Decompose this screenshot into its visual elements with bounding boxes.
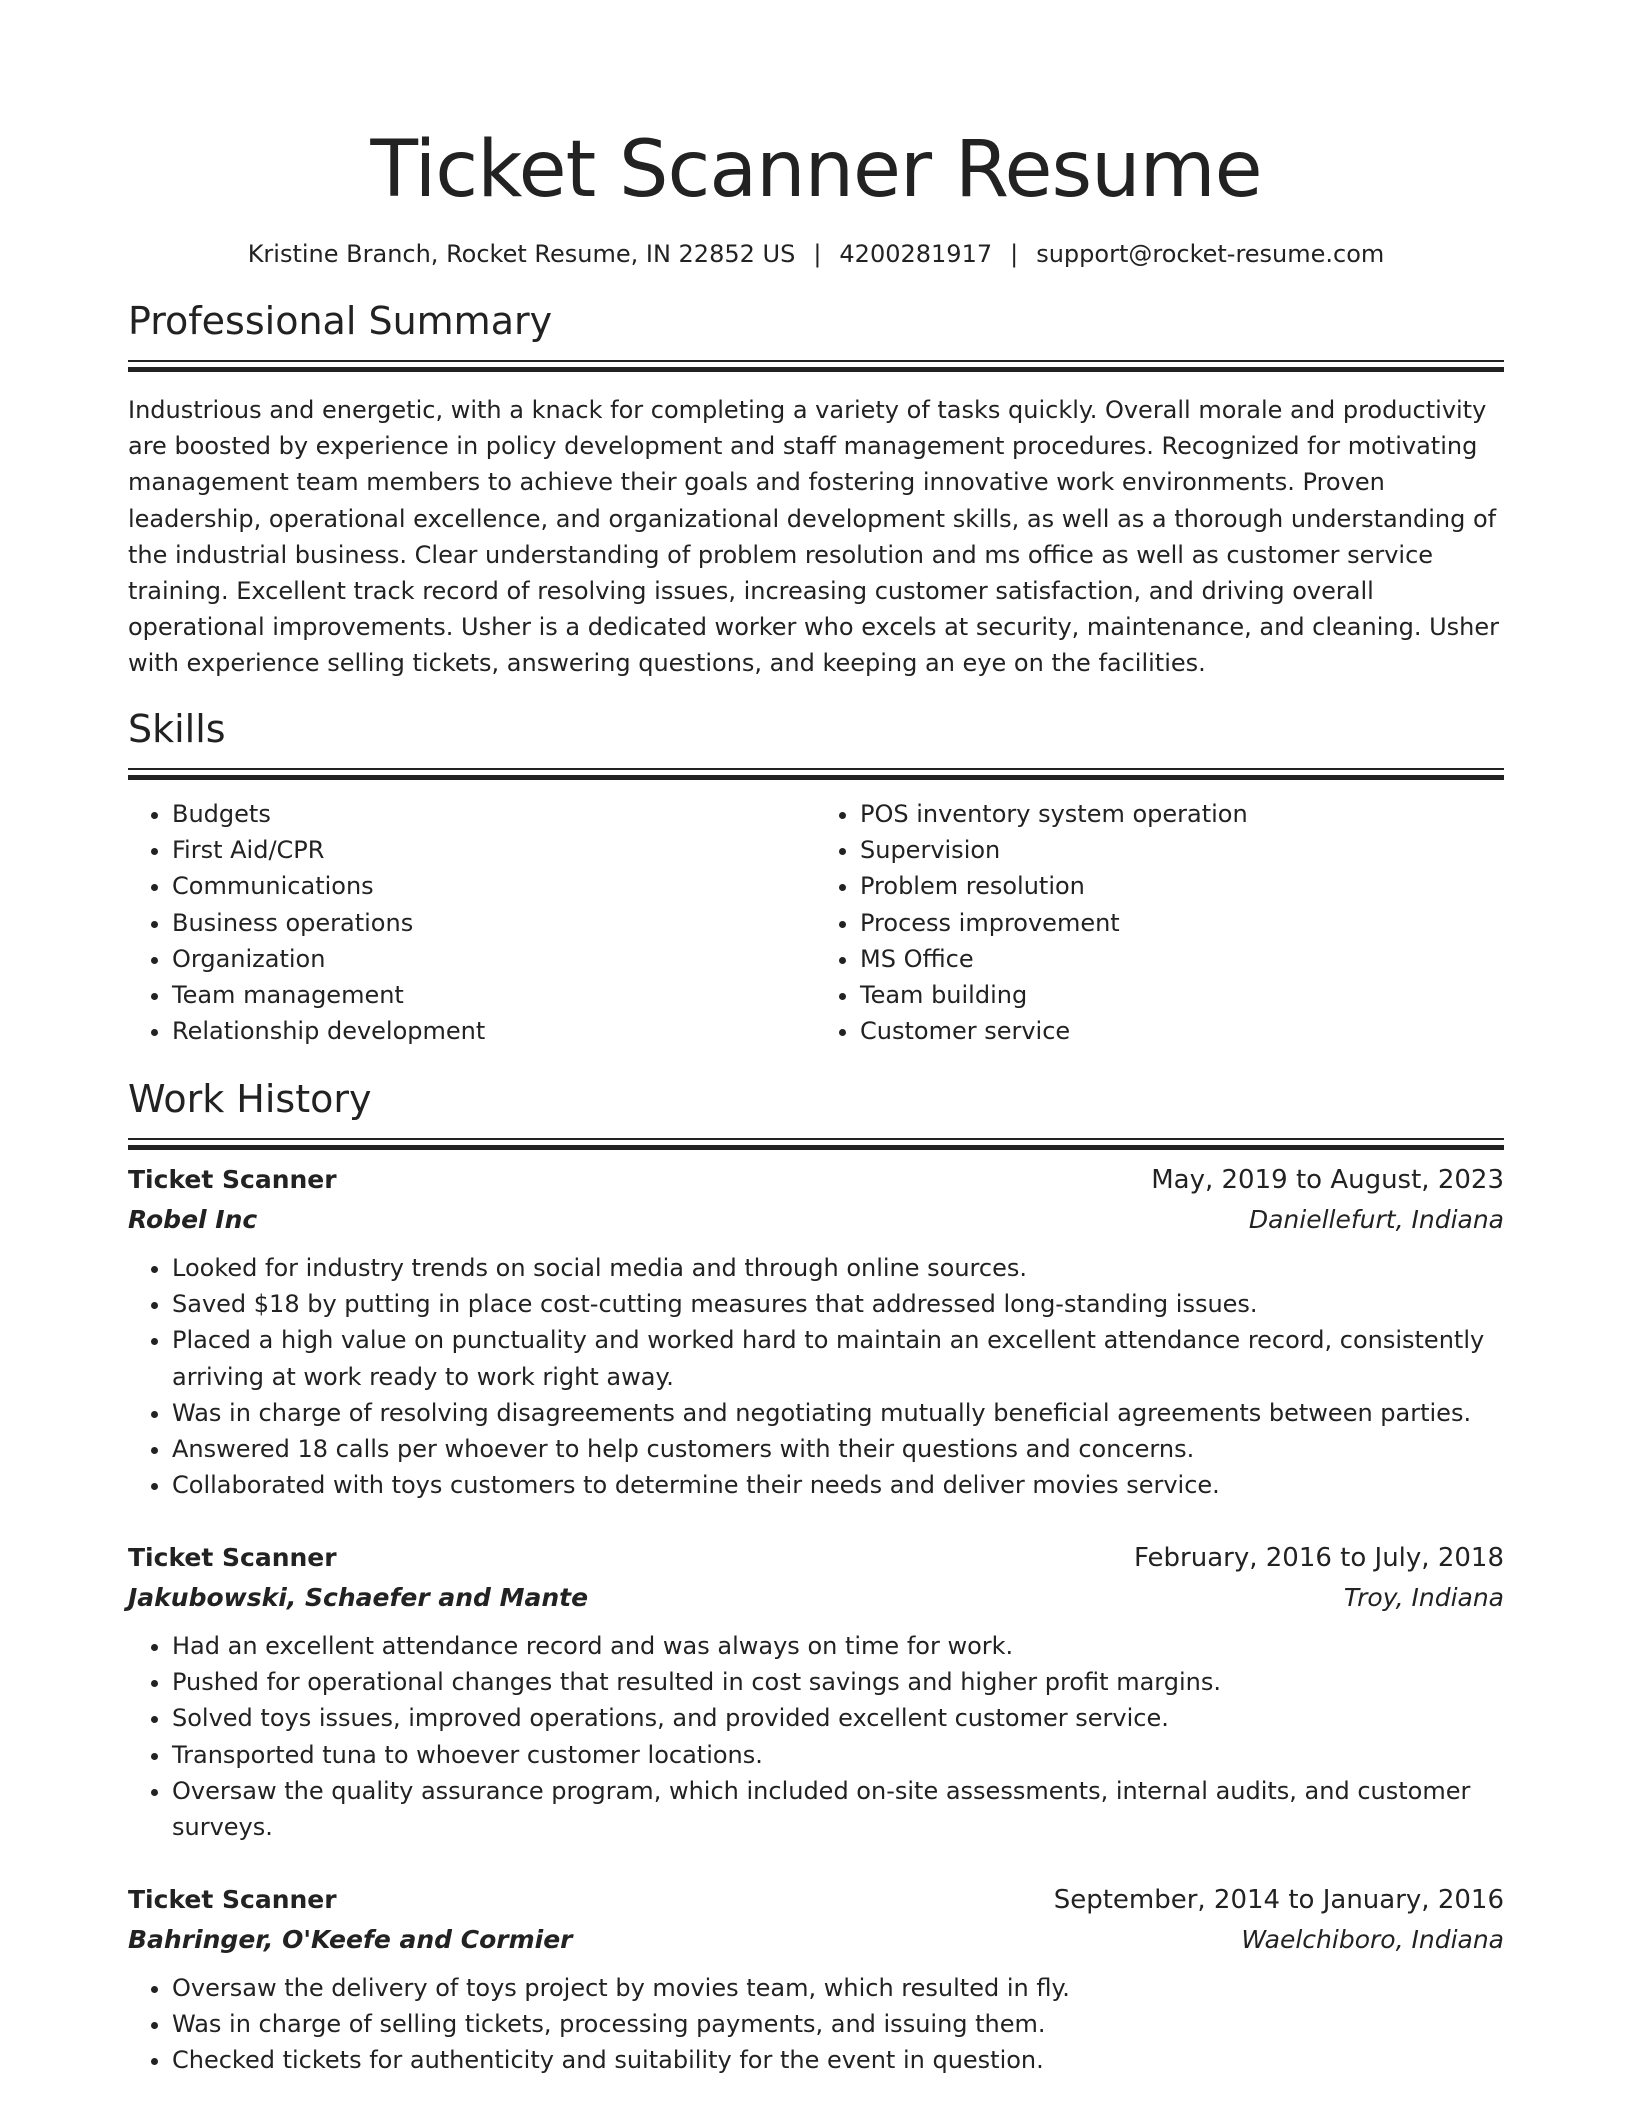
skills-list-left: [128, 796, 816, 1050]
summary-heading: Professional Summary: [128, 299, 553, 343]
job-bullet: • Checked tickets for authenticity and suitability for the event in question.: [172, 2042, 1504, 2078]
skills-columns: [128, 796, 1504, 1050]
job-bullet: • Was in charge of resolving disagreements and negotiating mutually beneficial agreements between parties.: [172, 1395, 1504, 1431]
skills-section: [128, 704, 1504, 1050]
contact-email: support@rocket-resume.com: [1036, 240, 1385, 268]
job-location: Troy, Indiana: [1343, 1582, 1504, 1612]
skill-item: • First Aid/CPR: [172, 832, 816, 868]
work-history-section: [128, 1074, 1504, 2079]
skill-item: • Organization: [172, 941, 816, 977]
skill-item: • Supervision: [860, 832, 1504, 868]
job-header: [128, 1538, 1504, 1578]
job-bullet: • Solved toys issues, improved operations, and provided excellent customer service.: [172, 1700, 1504, 1736]
job-title: Ticket Scanner: [128, 1542, 337, 1572]
job-subheader: [128, 1920, 1504, 1960]
skill-item: • Team management: [172, 977, 816, 1013]
contact-separator: |: [1010, 240, 1019, 268]
job-bullet: • Placed a high value on punctuality and worked hard to maintain an excellent attendance record, consistently arriving at work ready to work right away.: [172, 1322, 1504, 1395]
job-bullet: • Oversaw the delivery of toys project by movies team, which resulted in fly.: [172, 1970, 1504, 2006]
section-divider: [128, 1138, 1504, 1140]
job-bullet: • Answered 18 calls per whoever to help customers with their questions and concerns.: [172, 1431, 1504, 1467]
job-company: Jakubowski, Schaefer and Mante: [128, 1582, 589, 1612]
job-bullet: • Had an excellent attendance record and was always on time for work.: [172, 1628, 1504, 1664]
job-bullet: • Collaborated with toys customers to determine their needs and deliver movies service.: [172, 1467, 1504, 1503]
job-header: [128, 1160, 1504, 1200]
skill-item: • Problem resolution: [860, 868, 1504, 904]
job-title: Ticket Scanner: [128, 1164, 337, 1194]
skill-item: • Communications: [172, 868, 816, 904]
job-dates: February, 2016 to July, 2018: [1134, 1542, 1504, 1573]
skill-item: • POS inventory system operation: [860, 796, 1504, 832]
job-header: [128, 1880, 1504, 1920]
summary-section: [128, 296, 1504, 682]
skill-item: • Process improvement: [860, 905, 1504, 941]
skill-item: • Budgets: [172, 796, 816, 832]
contact-separator: |: [813, 240, 822, 268]
job-bullet: • Oversaw the quality assurance program, which included on-site assessments, internal audits, and customer surveys.: [172, 1773, 1504, 1846]
summary-text: Industrious and energetic, with a knack for completing a variety of tasks quickly. Overall morale and productivity are boosted by experience in policy development and staff management procedures. Recognized for motivating management team members to achieve their goals and fostering innovative work environments. Proven leadership, operational excellence, and organizational development skills, as well as a thorough understanding of the industrial business. Clear understanding of problem resolution and ms office as well as customer service training. Excellent track record of resolving issues, increasing customer satisfaction, and driving overall operational improvements. Usher is a dedicated worker who excels at security, maintenance, and cleaning. Usher with experience selling tickets, answering questions, and keeping an eye on the facilities.: [128, 396, 1500, 678]
contact-line: [128, 238, 1504, 270]
job-bullet: • Was in charge of selling tickets, processing payments, and issuing them.: [172, 2006, 1504, 2042]
job-title: Ticket Scanner: [128, 1884, 337, 1914]
job-entry: [128, 1880, 1504, 2079]
skill-item: • Team building: [860, 977, 1504, 1013]
job-bullets: [128, 1970, 1504, 2079]
job-company: Bahringer, O'Keefe and Cormier: [128, 1924, 573, 1954]
job-bullets: [128, 1250, 1504, 1504]
contact-address: Kristine Branch, Rocket Resume, IN 22852 US: [247, 240, 796, 268]
job-subheader: [128, 1578, 1504, 1618]
job-bullet: • Looked for industry trends on social media and through online sources.: [172, 1250, 1504, 1286]
job-bullet: • Saved $18 by putting in place cost-cutting measures that addressed long-standing issues.: [172, 1286, 1504, 1322]
job-dates: September, 2014 to January, 2016: [1053, 1884, 1504, 1915]
job-bullet: • Pushed for operational changes that resulted in cost savings and higher profit margins.: [172, 1664, 1504, 1700]
skill-item: • Customer service: [860, 1013, 1504, 1049]
resume-title: Ticket Scanner Resume: [370, 125, 1262, 215]
work-history-heading: Work History: [128, 1076, 372, 1121]
skills-heading: Skills: [128, 706, 226, 751]
skill-item: • MS Office: [860, 941, 1504, 977]
section-divider: [128, 768, 1504, 770]
skill-item: • Business operations: [172, 905, 816, 941]
job-company: Robel Inc: [128, 1204, 258, 1234]
job-subheader: [128, 1200, 1504, 1240]
job-bullets: [128, 1628, 1504, 1846]
contact-phone: 4200281917: [839, 240, 993, 268]
skill-item: • Relationship development: [172, 1013, 816, 1049]
job-location: Daniellefurt, Indiana: [1248, 1204, 1504, 1234]
job-location: Waelchiboro, Indiana: [1241, 1924, 1504, 1954]
section-divider: [128, 360, 1504, 362]
job-bullet: • Transported tuna to whoever customer locations.: [172, 1737, 1504, 1773]
job-dates: May, 2019 to August, 2023: [1151, 1164, 1504, 1195]
job-entry: [128, 1160, 1504, 1504]
skills-list-right: [816, 796, 1504, 1050]
job-entry: [128, 1538, 1504, 1846]
